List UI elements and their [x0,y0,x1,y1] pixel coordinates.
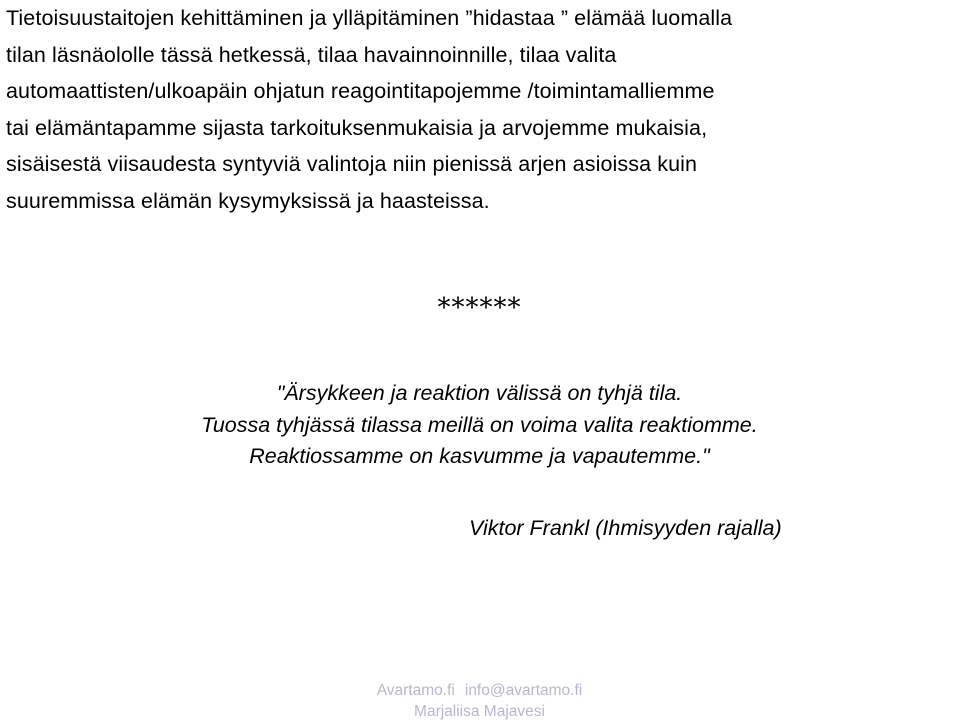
footer-contact-line [0,680,959,701]
quote-line-3: Reaktiossamme on kasvumme ja vapautemme." [249,444,710,468]
main-paragraph-line-4: tai elämäntapamme sijasta tarkoituksenmukaisia ja arvojemme mukaisia, [6,115,708,140]
main-paragraph-line-6: suuremmissa elämän kysymyksissä ja haasteissa. [6,188,490,213]
footer [0,680,959,722]
main-paragraph-line-1: Tietoisuustaitojen kehittäminen ja ylläpitäminen ”hidastaa ” elämää luomalla [6,6,733,30]
main-paragraph [6,0,956,219]
footer-author: Marjaliisa Majavesi [414,703,545,720]
main-paragraph-line-3: automaattisten/ulkoapäin ohjatun reagointitapojemme /toimintamalliemme [6,79,715,103]
main-paragraph-line-2: tilan läsnäololle tässä hetkessä, tilaa havainnoinnille, tilaa valita [6,42,617,67]
quote-line-1: "Ärsykkeen ja reaktion välissä on tyhjä tila. [276,381,683,405]
quote-line-2: Tuossa tyhjässä tilassa meillä on voima valita reaktiomme. [201,412,758,437]
quote-attribution: Viktor Frankl (Ihmisyyden rajalla) [469,516,782,540]
main-paragraph-line-5: sisäisestä viisaudesta syntyviä valintoja niin pienissä arjen asioissa kuin [6,152,698,176]
footer-email: info@avartamo.fi [464,682,583,699]
footer-website: Avartamo.fi [376,682,455,699]
frankl-quote [0,378,959,473]
asterisk-separator: ****** [437,293,522,323]
